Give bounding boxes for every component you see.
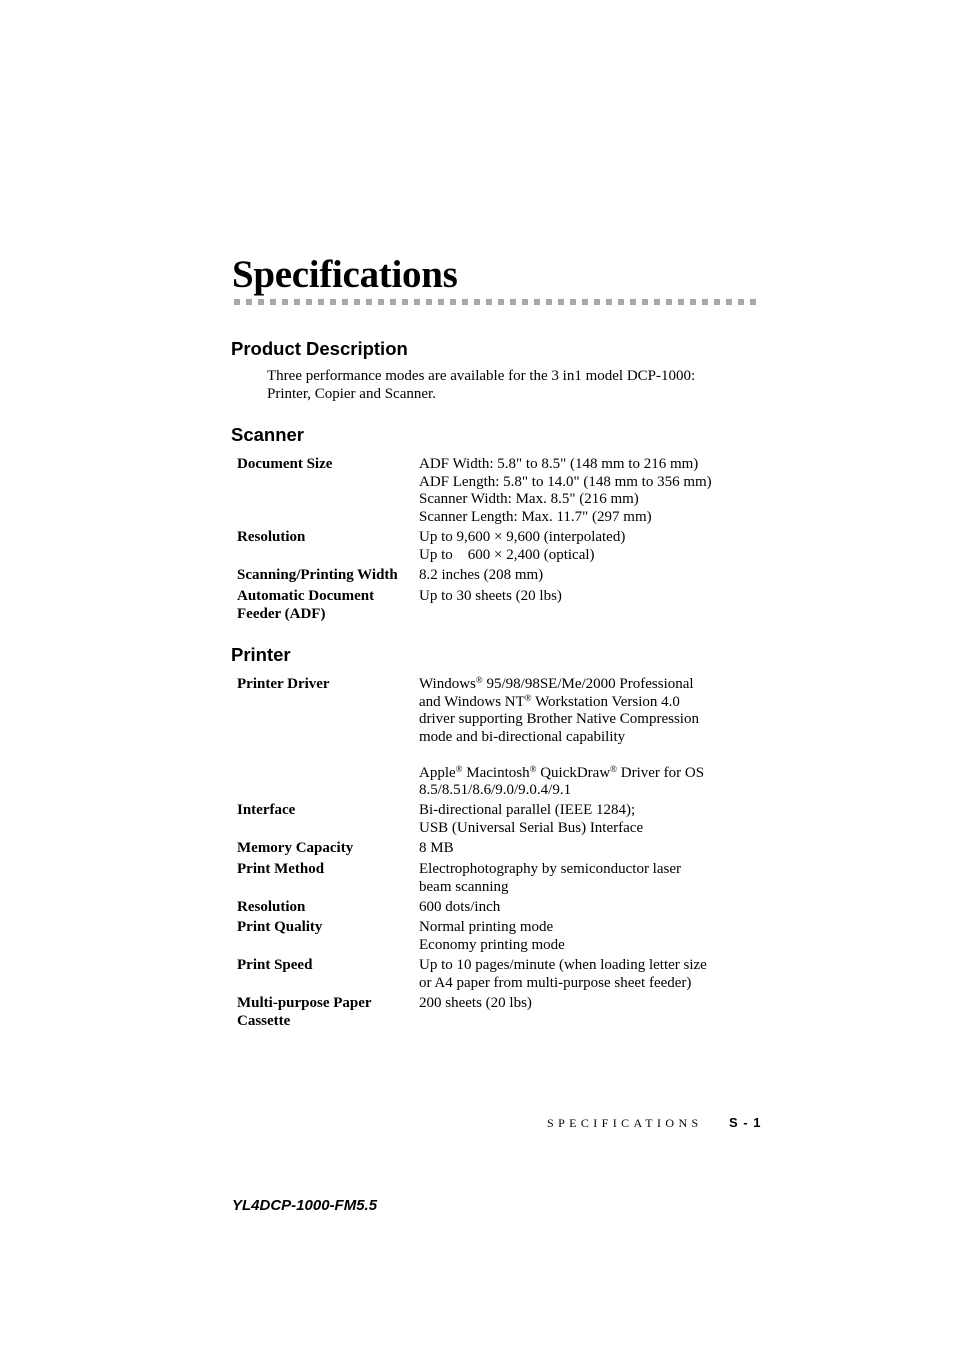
spec-key: Print Method [237, 861, 325, 877]
page-title: Specifications [232, 253, 458, 296]
spec-value [419, 802, 729, 837]
spec-key: Document Size [237, 456, 333, 472]
value-line: mode and bi-directional capability [419, 729, 626, 746]
spec-value [419, 456, 729, 527]
value-line [419, 765, 729, 783]
value-line: 8.2 inches (208 mm) [419, 567, 544, 583]
section-heading-scanner: Scanner [231, 424, 305, 445]
spec-value [419, 529, 729, 564]
spec-value [419, 676, 729, 800]
product-description-text [267, 367, 737, 403]
text: 95/98/98SE/Me/2000 Professional [482, 676, 694, 692]
spec-value [419, 957, 729, 992]
spec-value [419, 899, 729, 917]
value-line: or A4 paper from multi-purpose sheet feeder) [419, 974, 692, 991]
spec-value [419, 840, 729, 858]
text: Driver for OS [617, 764, 705, 781]
value-line: Normal printing mode [419, 919, 554, 935]
value-line [419, 676, 729, 694]
value-line: beam scanning [419, 878, 509, 895]
value-line: USB (Universal Serial Bus) Interface [419, 819, 644, 836]
spec-value [419, 567, 729, 585]
value-line: 200 sheets (20 lbs) [419, 995, 532, 1011]
text-line: Printer, Copier and Scanner. [267, 386, 436, 402]
text: and Windows NT [419, 693, 525, 710]
value-line: Bi-directional parallel (IEEE 1284); [419, 802, 636, 818]
spec-value [419, 995, 729, 1013]
title-dotted-rule [234, 299, 756, 305]
spec-value [419, 919, 729, 954]
registered-mark: ® [455, 763, 463, 774]
document-code: YL4DCP-1000-FM5.5 [232, 1197, 378, 1214]
key-line: Cassette [237, 1012, 291, 1029]
value-line: Up to 10 pages/minute (when loading letter size [419, 957, 707, 973]
text-line: Three performance modes are available for the 3 in1 model DCP-1000: [267, 368, 696, 384]
spec-key [237, 995, 417, 1030]
value-line: Economy printing mode [419, 936, 565, 953]
value-line: ADF Length: 5.8" to 14.0" (148 mm to 356 mm) [419, 473, 712, 490]
text: Windows [419, 676, 476, 692]
spec-key: Print Speed [237, 957, 313, 973]
registered-mark: ® [610, 763, 618, 774]
text: QuickDraw [536, 764, 611, 781]
value-line: driver supporting Brother Native Compression [419, 711, 699, 728]
key-line: Feeder (ADF) [237, 605, 326, 622]
spec-key: Resolution [237, 529, 306, 545]
spec-key: Resolution [237, 899, 306, 915]
spec-key: Printer Driver [237, 676, 330, 692]
value-line: ADF Width: 5.8" to 8.5" (148 mm to 216 mm) [419, 456, 699, 472]
text: Workstation Version 4.0 [531, 693, 680, 710]
value-line: Scanner Width: Max. 8.5" (216 mm) [419, 491, 639, 508]
spec-value [419, 861, 729, 896]
value-line: 8 MB [419, 840, 454, 856]
spec-key: Print Quality [237, 919, 323, 935]
value-line [419, 694, 729, 712]
spec-key: Memory Capacity [237, 840, 354, 856]
spec-value [419, 588, 729, 606]
registered-mark: ® [529, 763, 537, 774]
footer-section-label: SPECIFICATIONS [547, 1116, 703, 1130]
value-line: 600 dots/inch [419, 899, 501, 915]
page-number: S - 1 [729, 1115, 762, 1130]
value-line: Up to 30 sheets (20 lbs) [419, 588, 562, 604]
registered-mark: ® [524, 692, 532, 703]
value-line: 8.5/8.51/8.6/9.0/9.0.4/9.1 [419, 782, 572, 799]
value-line: Electrophotography by semiconductor laser [419, 861, 682, 877]
value-line: Scanner Length: Max. 11.7" (297 mm) [419, 509, 652, 526]
value-line: Up to 9,600 × 9,600 (interpolated) [419, 529, 626, 545]
key-line: Automatic Document [237, 588, 375, 604]
section-heading-product-description: Product Description [231, 338, 408, 359]
text: Macintosh [462, 764, 530, 781]
spec-key [237, 588, 417, 623]
section-heading-printer: Printer [231, 644, 291, 665]
spec-key: Scanning/Printing Width [237, 567, 398, 583]
text: Apple [419, 764, 456, 781]
registered-mark: ® [475, 675, 483, 685]
value-line: Up to 600 × 2,400 (optical) [419, 546, 595, 563]
key-line: Multi-purpose Paper [237, 995, 372, 1011]
spec-key: Interface [237, 802, 296, 818]
